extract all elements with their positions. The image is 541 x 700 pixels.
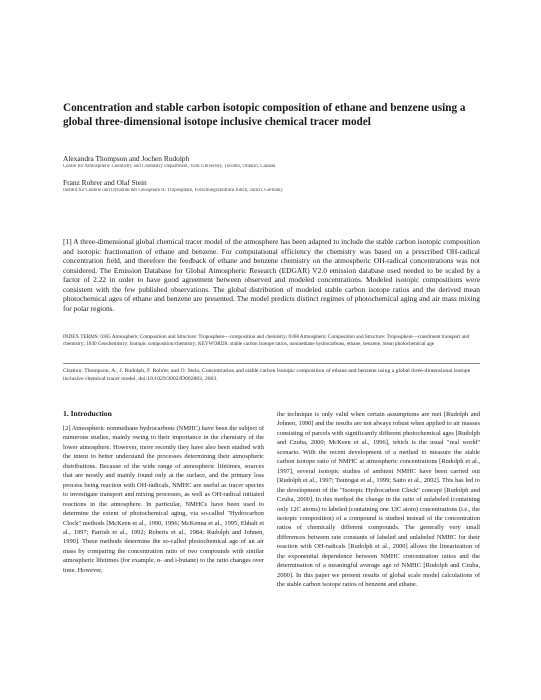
section-heading-introduction: 1. Introduction	[63, 409, 112, 418]
author-line-2: Franz Rohrer and Olaf Stein	[63, 178, 147, 187]
citation-block: Citation: Thompson, A., J. Rudolph, F. Rohrer, and O. Stein, Concentration and stable carbon isotopic composition of ethane and benzene using a global three-dimensional isotope inclusive chemical tracer model, doi:10.1029/2002JD002883, 2003.	[63, 368, 471, 382]
intro-column-left: [2] Atmospheric nonmethane hydrocarbons (NMHC) have been the subject of numerous studies, mainly owing to their importance in the chemistry of the lower atmosphere. However, more recently they have also been studied with the intent to better understand the processes determining their atmospheric distributions. Because of the wide range of atmospheric lifetimes, sources that are mostly and mainly found only at the surface, and the primary loss process being reaction with OH-radicals, NMHC are useful as tracer species to investigate transport and mixing processes, as well as OH-radical initiated reactions in the atmosphere. In particular, NMHCs have been used to determine the extent of photochemical aging, via so-called "Hydrocarbon Clock" methods [McKeen et al., 1990, 1996; McKenna et al., 1995; Ehhalt et al., 1997; Parrish et al., 1992; Roberts et al., 1984; Rudolph and Johnen, 1990]. These methods determine the so-called photochemical age of an air mass by comparing the concentration ratio of two compounds with similar atmospheric lifetimes (for example, n- and i-butane) to the ratio changes over time. However,	[63, 425, 264, 574]
paper-title: Concentration and stable carbon isotopic composition of ethane and benzene using a global three-dimensional isotope inclusive chemical tracer model	[63, 102, 466, 128]
index-terms: INDEX TERMS: 0365 Atmospheric Composition and Structure: Troposphere—composition and chemistry; 0368 Atmospheric Composition and Structure: Troposphere—constituent transport and chemistry; 1040 Geochemistry: Isotopic composition/chemistry; KEYWORDS: stable carbon isotope ratios, nonmethane hydrocarbons, ethane, benzene, mean photochemical age	[63, 334, 470, 348]
abstract: [1] A three-dimensional global chemical tracer model of the atmosphere has been adapted to include the stable carbon isotopic composition and isotopic fractionation of ethane and benzene. For computational efficiency the chemistry was based on a prescribed OH-radical concentration field, and therefore the feedback of ethane and benzene chemistry on the atmospheric OH-radical concentrations was not considered. The Emission Database for Global Atmospheric Research (EDGAR) V2.0 emission database used needed to be scaled by a factor of 2.22 in order to have good agreement between observed and modeled concentrations. Modeled isotopic compositions were consistent with the few published observations. The global distribution of modeled stable carbon isotope ratios and the derived mean photochemical ages of ethane and benzene are presented. The model predicts distinct regimes of photochemical aging and air mass mixing for polar regions.	[63, 237, 480, 313]
affiliation-1: Centre for Atmospheric Chemistry and Chemistry Department, York University, Toronto, Ontario, Canada	[63, 164, 276, 169]
affiliation-2: Institut für Chemie und Dynamik der Geosphäre II: Troposphäre, Forschungszentrum Jülich, Jülich, Germany	[63, 188, 283, 193]
author-line-1: Alexandra Thompson and Jochen Rudolph	[63, 154, 190, 163]
intro-column-right: the technique is only valid when certain assumptions are met [Rudolph and Johnen, 1990] and the results are not always robust when applied to air masses consisting of parcels with significantly different photochemical ages [Rudolph and Czuba, 2000; McKeen et al., 1996], which is the usual "real world" scenario. With the recent development of a method to measure the stable carbon isotope ratio of NMHC at atmospheric concentrations [Rudolph et al., 1997], several isotopic studies of ambient NMHC have been carried out [Rudolph et al., 1997; Tsunogai et al., 1999; Saito et al., 2002]. This has led to the development of the "Isotopic Hydrocarbon Clock" concept [Rudolph and Czuba, 2000]. In this method the change in the ratio of unlabeled (containing only 12C atoms) to labeled (containing one 13C atom) concentrations (i.e., the isotopic composition) of a compound is studied instead of the concentration ratios of chemically different compounds. The generally very small differences between rate constants of labeled and unlabeled NMHC for their reaction with OH-radicals [Rudolph et al., 2000] allows the linearization of the exponential dependence between NMHC concentration ratios and the determination of a meaningful average age of NMHC [Rudolph and Czuba, 2000]. In this paper we present results of global scale model calculations of the stable carbon isotope ratios of benzene and ethane.	[277, 411, 480, 589]
divider-rule	[63, 363, 480, 364]
